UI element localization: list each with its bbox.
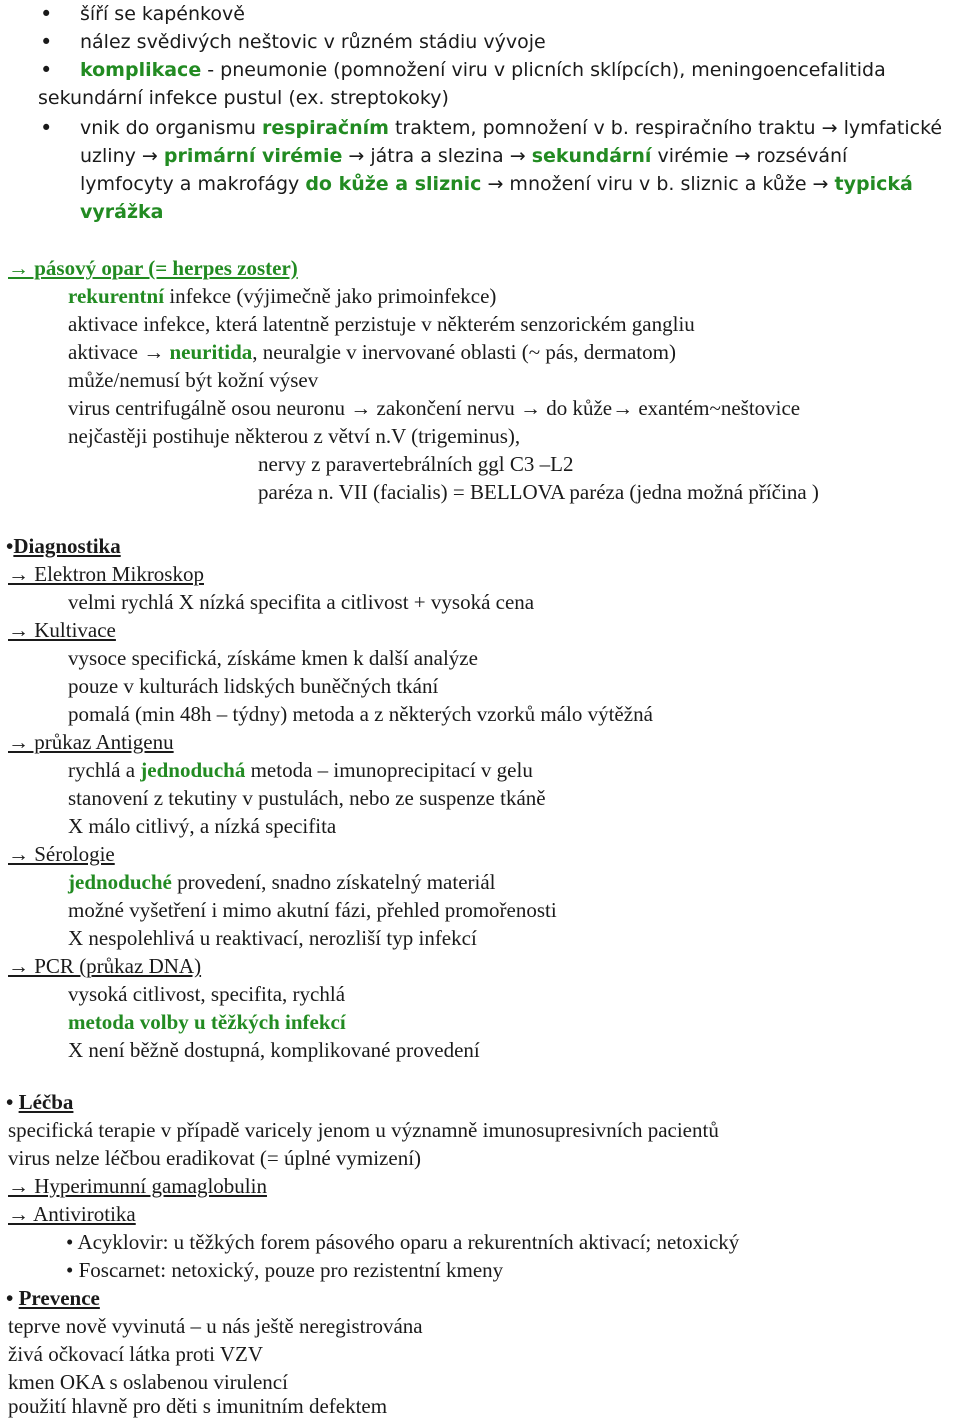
list-item: • Foscarnet: netoxický, pouze pro rezistentní kmeny: [66, 1258, 504, 1282]
subheading-antigen: → průkaz Antigenu: [8, 730, 174, 754]
item-text: rychlá a: [68, 758, 141, 782]
text-line: teprve nově vyvinutá – u nás ještě neregistrována: [8, 1314, 423, 1338]
list-bullet: •: [40, 58, 53, 82]
section-heading-lecba: [6, 1088, 73, 1116]
text-line: vysoce specifická, získáme kmen k další analýze: [68, 646, 478, 670]
list-item-continuation: [80, 142, 847, 170]
text-line: živá očkovací látka proti VZV: [8, 1342, 264, 1366]
highlight-term: jednoduché: [68, 870, 172, 894]
text-line: kmen OKA s oslabenou virulencí: [8, 1370, 288, 1394]
highlight-term: komplikace: [80, 59, 202, 81]
section-heading-prevence: [6, 1284, 100, 1312]
highlight-term: typická: [834, 173, 913, 195]
text-line: [68, 338, 676, 366]
highlight-term: do kůže a sliznic: [305, 173, 482, 195]
item-text: traktem, pomnožení v b.: [388, 117, 635, 139]
item-text: sekundární infekce pustul (ex. streptokoky): [38, 87, 449, 109]
subheading-kultivace: → Kultivace: [8, 618, 116, 642]
heading-bullet: •: [6, 1090, 14, 1114]
section-heading-diagnostika: [6, 532, 121, 560]
highlight-term: neuritida: [169, 340, 253, 364]
highlight-term: primární virémie: [163, 145, 343, 167]
item-text: → množení viru v b. sliznic a kůže →: [481, 173, 835, 195]
subheading-antivirotika: → Antivirotika: [8, 1202, 136, 1226]
highlight-line: metoda volby u těžkých infekcí: [68, 1010, 346, 1034]
item-text: provedení, snadno získatelný materiál: [171, 870, 496, 894]
list-item: • Acyklovir: u těžkých forem pásového oparu a rekurentních aktivací; netoxický: [66, 1230, 740, 1254]
heading-text: Diagnostika: [13, 534, 121, 558]
list-item-continuation: [80, 198, 163, 226]
text-line: paréza n. VII (facialis) = BELLOVA paréza (jedna možná příčina ): [258, 480, 819, 504]
subheading-pcr: → PCR (průkaz DNA): [8, 954, 202, 978]
item-text: lymfocyty a makrofágy: [80, 173, 306, 195]
item-text: vnik do organismu: [80, 117, 262, 139]
list-item: [80, 28, 546, 56]
list-bullet: •: [40, 116, 53, 140]
item-text: virémie → rozsévání: [651, 145, 848, 167]
text-line: možné vyšetření i mimo akutní fázi, přehled promořenosti: [68, 898, 557, 922]
text-line: specifická terapie v případě varicely jenom u významně imunosupresivních pacientů: [8, 1118, 719, 1142]
section-heading-herpes: → pásový opar (= herpes zoster): [8, 256, 298, 280]
highlight-term: respiračním: [261, 117, 389, 139]
text-line: stanovení z tekutiny v pustulách, nebo ze suspenze tkáně: [68, 786, 546, 810]
highlight-term: sekundární: [531, 145, 652, 167]
text-line: X není běžně dostupná, komplikované provedení: [68, 1038, 480, 1062]
list-item: [80, 56, 886, 84]
text-line: použití hlavně pro děti s imunitním defektem: [8, 1394, 388, 1418]
text-line: může/nemusí být kožní výsev: [68, 368, 319, 392]
text-line: pomalá (min 48h – týdny) metoda a z některých vzorků málo výtěžná: [68, 702, 653, 726]
heading-text: Prevence: [18, 1286, 100, 1310]
item-text: šíří se kapénkově: [80, 3, 245, 25]
item-text: - pneumonie (pomnožení viru v plicních sklípcích), meningoencefalitida: [201, 59, 886, 81]
subheading-gamaglobulin: → Hyperimunní gamaglobulin: [8, 1174, 267, 1198]
text-line: nejčastěji postihuje některou z větví n.V (trigeminus),: [68, 424, 521, 448]
text-line: [68, 756, 533, 784]
item-text: , neuralgie v inervované oblasti (~ pás, dermatom): [252, 340, 676, 364]
text-line: X málo citlivý, a nízká specifita: [68, 814, 337, 838]
item-text: metoda – imunoprecipitací v gelu: [245, 758, 533, 782]
text-line: virus centrifugálně osou neuronu → zakončení nervu → do kůže→ exantém~neštovice: [68, 396, 801, 420]
highlight-term: rekurentní: [68, 284, 165, 308]
heading-text: Léčba: [18, 1090, 74, 1114]
highlight-term: vyrážka: [80, 201, 164, 223]
item-text: respiračního traktu → lymfatické: [634, 117, 943, 139]
text-line: nervy z paravertebrálních ggl C3 –L2: [258, 452, 574, 476]
text-line: velmi rychlá X nízká specifita a citlivost + vysoká cena: [68, 590, 535, 614]
list-item-continuation: [38, 84, 449, 112]
subheading-serologie: → Sérologie: [8, 842, 115, 866]
heading-bullet: •: [6, 534, 14, 558]
list-item: [80, 114, 942, 142]
subheading-elektron-mikroskop: → Elektron Mikroskop: [8, 562, 204, 586]
text-line: pouze v kulturách lidských buněčných tkání: [68, 674, 439, 698]
item-text: uzliny →: [80, 145, 164, 167]
item-text: → játra a slezina →: [342, 145, 532, 167]
text-line: virus nelze léčbou eradikovat (= úplné vymizení): [8, 1146, 422, 1170]
item-text: infekce (výjimečně jako primoinfekce): [164, 284, 497, 308]
list-bullet: •: [40, 30, 53, 54]
text-line: X nespolehlivá u reaktivací, nerozliší typ infekcí: [68, 926, 477, 950]
text-line: aktivace infekce, která latentně perzistuje v některém senzorickém gangliu: [68, 312, 695, 336]
list-bullet: •: [40, 2, 53, 26]
text-line: [68, 868, 496, 896]
list-item: [80, 0, 245, 28]
text-line: vysoká citlivost, specifita, rychlá: [68, 982, 346, 1006]
highlight-term: jednoduchá: [140, 758, 246, 782]
text-line: [68, 282, 496, 310]
item-text: aktivace →: [68, 340, 170, 364]
item-text: nález svědivých neštovic v různém stádiu vývoje: [80, 31, 546, 53]
heading-bullet: •: [6, 1286, 14, 1310]
list-item-continuation: [80, 170, 913, 198]
